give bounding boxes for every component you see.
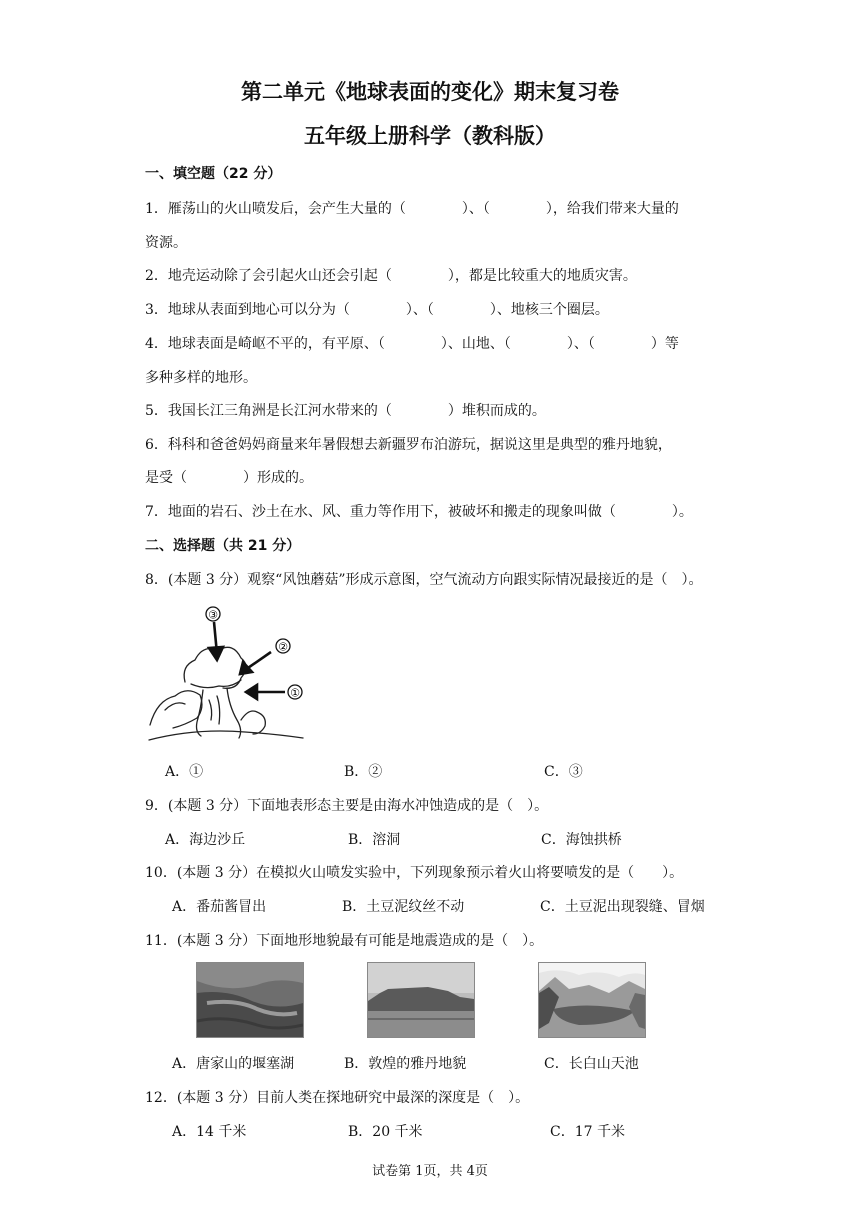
wind-mushroom-diagram (145, 600, 305, 745)
q11-option-c[interactable]: C．长白山天池 (544, 1056, 639, 1072)
question-6-line-1: 6．科科和爸爸妈妈商量来年暑假想去新疆罗布泊游玩，据说这里是典型的雅丹地貌， (145, 437, 672, 453)
question-8: 8．(本题 3 分）观察“风蚀蘑菇”形成示意图，空气流动方向跟实际情况最接近的是（ ）。 (145, 572, 703, 588)
question-2: 2．地壳运动除了会引起火山还会引起（ ），都是比较重大的地质灾害。 (145, 268, 637, 284)
figure-label-1: ① (290, 686, 300, 700)
question-9: 9．(本题 3 分）下面地表形态主要是由海水冲蚀造成的是（ ）。 (145, 798, 549, 814)
q12-option-b[interactable]: B．20 千米 (348, 1124, 423, 1140)
question-1-line-1: 1．雁荡山的火山喷发后，会产生大量的（ ）、（ ），给我们带来大量的 (145, 201, 679, 217)
question-3: 3．地球从表面到地心可以分为（ ）、（ ）、地核三个圈层。 (145, 302, 609, 318)
section-heading-fill-blank: 一、填空题（22 分） (145, 166, 282, 182)
q8-option-b[interactable]: B．② (344, 764, 383, 780)
q9-option-a[interactable]: A．海边沙丘 (165, 832, 246, 848)
figure-label-2: ② (278, 640, 288, 654)
question-4-line-2: 多种多样的地形。 (145, 370, 257, 386)
question-6-line-2: 是受（ ）形成的。 (145, 470, 313, 486)
yardang-landform-photo (367, 962, 475, 1038)
question-11: 11．(本题 3 分）下面地形地貌最有可能是地震造成的是（ ）。 (145, 933, 544, 949)
q11-option-b[interactable]: B．敦煌的雅丹地貌 (344, 1056, 467, 1072)
question-5: 5．我国长江三角洲是长江河水带来的（ ）堆积而成的。 (145, 403, 546, 419)
q10-option-b[interactable]: B．土豆泥纹丝不动 (342, 899, 465, 915)
q12-option-c[interactable]: C．17 千米 (550, 1124, 625, 1140)
q8-option-c[interactable]: C．③ (544, 764, 583, 780)
figure-label-3: ③ (208, 608, 218, 622)
barrier-lake-photo (196, 962, 304, 1038)
question-7: 7．地面的岩石、沙土在水、风、重力等作用下，被破坏和搬走的现象叫做（ ）。 (145, 504, 693, 520)
q11-option-a[interactable]: A．唐家山的堰塞湖 (172, 1056, 295, 1072)
question-4-line-1: 4．地球表面是崎岖不平的，有平原、（ ）、山地、（ ）、（ ）等 (145, 336, 679, 352)
question-12: 12．(本题 3 分）目前人类在探地研究中最深的深度是（ ）。 (145, 1090, 530, 1106)
question-1-line-2: 资源。 (145, 235, 187, 251)
q8-option-a[interactable]: A．① (165, 764, 204, 780)
q10-option-a[interactable]: A．番茄酱冒出 (172, 899, 267, 915)
q10-option-c[interactable]: C．土豆泥出现裂缝、冒烟 (540, 899, 705, 915)
crater-lake-photo (538, 962, 646, 1038)
page-number-footer: 试卷第 1页，共 4页 (372, 1164, 488, 1179)
page-title: 第二单元《地球表面的变化》期末复习卷 (241, 80, 619, 104)
section-heading-choice: 二、选择题（共 21 分） (145, 538, 301, 554)
q9-option-c[interactable]: C．海蚀拱桥 (541, 832, 622, 848)
q9-option-b[interactable]: B．溶洞 (348, 832, 401, 848)
q12-option-a[interactable]: A．14 千米 (172, 1124, 247, 1140)
question-10: 10．(本题 3 分）在模拟火山喷发实验中，下列现象预示着火山将要喷发的是（ ）。 (145, 865, 684, 881)
page-subtitle: 五年级上册科学（教科版） (304, 124, 556, 148)
